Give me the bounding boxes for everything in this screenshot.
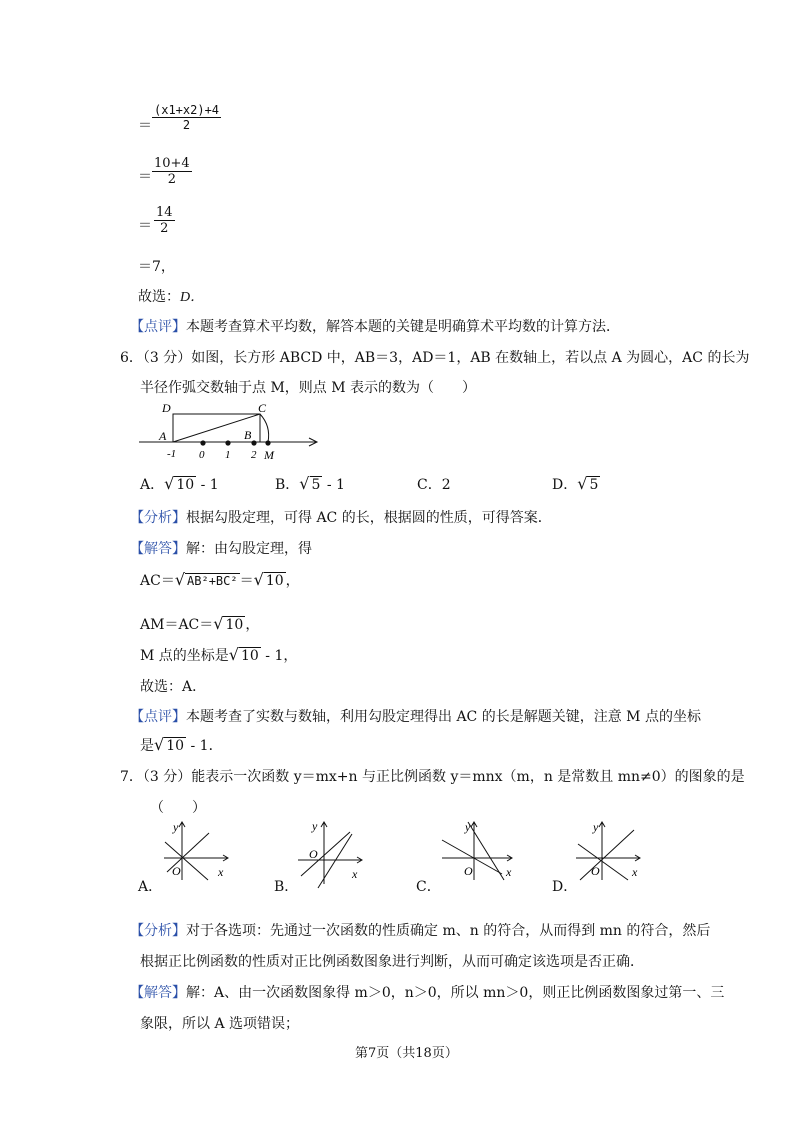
eq1-numerator: (x1+x2)+4 <box>154 103 220 117</box>
q6-analysis: 【分析】根据勾股定理，可得 AC 的长，根据圆的性质，可得答案． <box>130 510 552 526</box>
q7-option-d-label: D． <box>552 879 578 895</box>
review5-line: 【点评】本题考查算术平均数，解答本题的关键是明确算术平均数的计算方法． <box>130 319 620 335</box>
eq3-denominator: 2 <box>160 221 169 236</box>
review-tag: 【点评】 <box>130 319 186 335</box>
svg-text:x: x <box>352 867 358 881</box>
q7-analysis: 【分析】对于各选项：先通过一次函数的性质确定 m、n 的符合，从而得到 mn 的符合，然后 <box>130 923 711 939</box>
q6-option-a: A．√ 10 - 1 <box>140 474 219 493</box>
svg-text:x: x <box>632 865 638 879</box>
q6-solution: 【解答】解：由勾股定理，得 <box>130 541 312 557</box>
q7-solution: 【解答】解：A、由一次函数图象得 m＞0，n＞0，所以 mn＞0，则正比例函数图象过第一、三 <box>130 985 725 1001</box>
eq4: ＝7， <box>138 259 175 275</box>
q6-review-line2: 是√ 10 - 1． <box>140 735 223 754</box>
svg-text:O: O <box>464 864 473 878</box>
q7-graph-b <box>296 818 368 890</box>
q6-ac-line: AC＝√ AB²+BC² ＝√ 10 ， <box>140 570 300 589</box>
q6-choose: 故选：A． <box>140 679 207 695</box>
label-B: B <box>244 428 252 442</box>
page-footer: 第7页（共18页） <box>355 1046 458 1061</box>
q7-analysis-line2: 根据正比例函数的性质对正比例函数图象进行判断，从而可确定该选项是否正确． <box>140 954 644 970</box>
svg-text:O: O <box>591 864 600 878</box>
choose-line: 故选：D． <box>138 289 205 305</box>
eq2-denominator: 2 <box>167 172 176 187</box>
label-A: A <box>159 429 167 443</box>
tick-0: 0 <box>199 449 205 461</box>
label-D: D <box>162 401 171 415</box>
tick-1: 1 <box>225 449 231 461</box>
tick-neg1: -1 <box>167 448 177 460</box>
q6-option-d: D．√ 5 <box>552 474 599 493</box>
q7-graph-d <box>574 818 646 884</box>
q7-option-b-label: B． <box>274 879 299 895</box>
q6-am-line: AM＝AC＝√ 10 ， <box>140 614 260 633</box>
svg-text:O: O <box>309 847 318 861</box>
eq2-fraction <box>152 156 192 187</box>
q6-option-c: C．2 <box>417 477 451 493</box>
eq3-numerator: 14 <box>156 205 173 220</box>
svg-text:y: y <box>465 820 471 834</box>
q7-graph-a <box>162 818 234 884</box>
q6-review: 【点评】本题考查了实数与数轴，利用勾股定理得出 AC 的长是解题关键，注意 M 点的坐标 <box>130 709 701 725</box>
q7-stem-line1: 7．（3 分）能表示一次函数 y＝mx+n 与正比例函数 y＝mnx（m，n 是常数且 mn≠0）的图象的是 <box>120 769 745 785</box>
q7-solution-line2: 象限，所以 A 选项错误； <box>140 1016 300 1032</box>
q6-stem-line1: 6．（3 分）如图，长方形 ABCD 中，AB＝3，AD＝1，AB 在数轴上，若以点 A 为圆心，AC 的长为 <box>120 350 750 366</box>
svg-text:y: y <box>312 819 318 833</box>
eq1-fraction <box>152 103 221 132</box>
q7-stem-line2: （ ） <box>150 800 206 816</box>
eq3-prefix: ＝ <box>138 218 152 234</box>
svg-text:y: y <box>173 820 179 834</box>
svg-text:x: x <box>218 865 224 879</box>
q6-figure <box>135 400 325 464</box>
svg-text:x: x <box>506 865 512 879</box>
svg-text:O: O <box>172 864 181 878</box>
eq1-prefix: ＝ <box>138 118 152 134</box>
label-M: M <box>264 448 274 462</box>
eq2-prefix: ＝ <box>138 169 152 185</box>
q7-graph-c <box>440 818 520 884</box>
q6-stem-line2: 半径作弧交数轴于点 M，则点 M 表示的数为（ ） <box>140 380 477 396</box>
eq3-fraction <box>154 205 175 236</box>
label-C: C <box>258 401 267 415</box>
q6-m-line: M 点的坐标是√ 10 - 1， <box>140 645 298 664</box>
eq2-numerator: 10+4 <box>154 156 190 171</box>
q7-option-c-label: C． <box>416 879 441 895</box>
q7-option-a-label: A． <box>138 879 163 895</box>
tick-2: 2 <box>251 449 257 461</box>
eq1-denominator: 2 <box>182 118 191 132</box>
svg-text:y: y <box>593 820 599 834</box>
q6-option-b: B．√ 5 - 1 <box>275 474 345 493</box>
